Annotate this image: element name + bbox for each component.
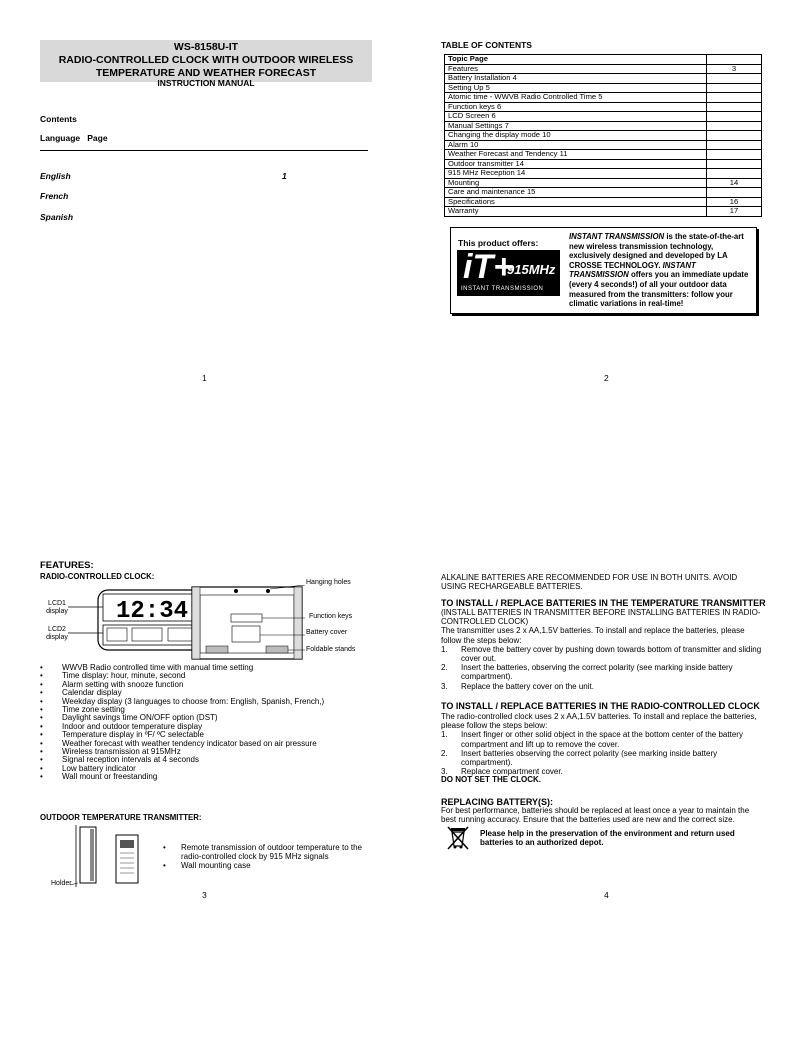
clock-step-text: Insert batteries observing the correct polarity (see marking inside battery compartment). (461, 748, 718, 768)
transmitter-battery-intro: The transmitter uses 2 x AA,1.5V batteries. To install and replace the batteries, please follow the steps below: (441, 626, 745, 645)
toc-topic: Features (445, 64, 707, 74)
toc-topic: LCD Screen 6 (445, 112, 707, 122)
toc-topic: Specifications (445, 197, 707, 207)
toc-page (707, 102, 762, 112)
transmitter-features-list (163, 843, 363, 870)
toc-page (707, 112, 762, 122)
contents-rule (40, 150, 368, 151)
offers-text-1: is the state-of-the-art new wireless transmission technology, exclusively designed and developed by LA CROSSE TECHNOLOGY. (569, 232, 744, 270)
manual-subtitle: INSTRUCTION MANUAL (157, 78, 255, 88)
toc-topic: Function keys 6 (445, 102, 707, 112)
instant-transmission-logo (457, 250, 560, 296)
clock-step: 2. Insert batteries observing the correct polarity (see marking inside battery compartment). (441, 748, 718, 768)
feature-item: • Alarm setting with snooze function (40, 681, 324, 689)
transmitter-side-edge (90, 829, 94, 881)
features-list (40, 664, 324, 782)
toc-page (707, 159, 762, 169)
title-line-2: RADIO-CONTROLLED CLOCK WITH OUTDOOR WIRELESS (58, 54, 354, 66)
transmitter-feature-item: • Wall mounting case (163, 861, 363, 870)
toc-row (445, 74, 762, 84)
transmitter-step: 2. Insert the batteries, observing the correct polarity (see marking inside battery compartment). (441, 663, 733, 682)
language-english-page: 1 (282, 171, 287, 181)
toc-header: Topic Page (445, 55, 707, 65)
language-spanish: Spanish (40, 212, 74, 222)
clock-battery-section (441, 712, 763, 776)
toc-row (445, 131, 762, 141)
transmitter-step: 3. Replace the battery cover on the unit. (441, 681, 594, 691)
product-offers-box (450, 227, 757, 314)
toc-topic: Outdoor transmitter 14 (445, 159, 707, 169)
clock-back-panel (200, 595, 294, 653)
toc-page (707, 150, 762, 160)
replacing-text: For best performance, batteries should be replaced at least once a year to maintain the best running accuracy. Ensure that the batteries used are new and the correct size. (441, 806, 750, 825)
transmitter-step: 1. Remove the battery cover by pushing down towards bottom of transmitter and sliding cover out. (441, 644, 762, 664)
language-french: French (40, 191, 69, 201)
toc-row (445, 169, 762, 179)
bin-lid (451, 828, 465, 831)
model-number: WS-8158U-IT (173, 41, 239, 53)
language-page-label: Language Page (40, 133, 108, 143)
offers-text-2: offers you an immediate update (every 4 seconds!) of all your outdoor data measured from the transmitters: follow your climatic variations in real-time! (569, 270, 749, 309)
function-keys-label: Function keys (309, 613, 353, 620)
foldable-stand (206, 646, 228, 653)
manual-title (40, 40, 372, 82)
offers-brand-1: INSTANT TRANSMISSION (569, 232, 665, 241)
toc-page: 17 (707, 207, 762, 217)
offers-brand-2: INSTANT TRANSMISSION (569, 260, 696, 280)
toc-page (707, 74, 762, 84)
transmitter-battery-heading: TO INSTALL / REPLACE BATTERIES IN THE TEMPERATURE TRANSMITTER (441, 598, 766, 608)
feature-item: • Time zone setting (40, 706, 324, 714)
environment-notice: Please help in the preservation of the environment and return used batteries to an authorized depot. (480, 829, 735, 848)
features-heading: FEATURES: (40, 560, 94, 571)
replacing-heading: REPLACING BATTERY(S): (441, 797, 553, 807)
toc-topic: Mounting (445, 178, 707, 188)
clock-heading: RADIO-CONTROLLED CLOCK: (40, 572, 155, 581)
toc-header-page (707, 55, 762, 65)
toc-topic: Alarm 10 (445, 140, 707, 150)
page-number-3: 3 (202, 890, 207, 900)
transmitter-step-text: Remove the battery cover by pushing down towards bottom of transmitter and sliding cover out. (461, 644, 762, 664)
toc-topic: Care and maintenance 15 (445, 188, 707, 198)
toc-topic: Battery Installation 4 (445, 74, 707, 84)
holder-label: Holder (51, 880, 72, 887)
foldable-stand (266, 646, 288, 653)
battery-cover-label: Battery cover (306, 629, 348, 636)
hanging-hole (266, 589, 270, 593)
feature-item: • Wireless transmission at 915MHz (40, 748, 324, 756)
page-number-1: 1 (202, 373, 207, 383)
hanging-hole (234, 589, 238, 593)
feature-item: • Temperature display in ºF/ ºC selectable (40, 731, 324, 739)
bin-wheel (454, 846, 457, 849)
toc-page: 16 (707, 197, 762, 207)
feature-item: • WWVB Radio controlled time with manual time setting (40, 664, 324, 672)
foldable-stands-label: Foldable stands (306, 646, 356, 653)
offers-description (569, 232, 749, 309)
title-line-3: TEMPERATURE AND WEATHER FORECAST (95, 67, 317, 79)
transmitter-heading: OUTDOOR TEMPERATURE TRANSMITTER: (40, 813, 202, 822)
lcd1-time: 12:34 (115, 598, 189, 625)
toc-page (707, 121, 762, 131)
transmitter-display (120, 840, 134, 848)
feature-item: • Indoor and outdoor temperature display (40, 723, 324, 731)
language-english: English (40, 171, 71, 181)
toc-topic: Manual Settings 7 (445, 121, 707, 131)
feature-item: • Daylight savings time ON/OFF option (DST) (40, 714, 324, 722)
toc-page (707, 140, 762, 150)
toc-page (707, 169, 762, 179)
toc-page (707, 131, 762, 141)
clock-steps (441, 730, 763, 776)
bin-wheel (460, 846, 463, 849)
toc-topic: Weather Forecast and Tendency 11 (445, 150, 707, 160)
toc-topic: 915 MHz Reception 14 (445, 169, 707, 179)
toc-page: 14 (707, 178, 762, 188)
toc-topic: Setting Up 5 (445, 83, 707, 93)
contents-label: Contents (40, 114, 77, 124)
toc-row (445, 188, 762, 198)
toc-header-row (445, 55, 762, 65)
page-number-2: 2 (604, 373, 609, 383)
do-not-set-notice: DO NOT SET THE CLOCK. (441, 775, 541, 784)
toc-page: 3 (707, 64, 762, 74)
lcd2-label: LCD2 display (46, 626, 68, 641)
feature-item: • Time display: hour, minute, second (40, 672, 324, 680)
toc-topic: Changing the display mode 10 (445, 131, 707, 141)
feature-item: • Weather forecast with weather tendency indicator based on air pressure (40, 740, 324, 748)
feature-item: • Weekday display (3 languages to choose from: English, Spanish, French,) (40, 698, 324, 706)
clock-step: 3. Replace compartment cover. (441, 767, 563, 777)
toc-page (707, 188, 762, 198)
hanging-holes-label: Hanging holes (306, 579, 351, 586)
toc-page (707, 93, 762, 103)
clock-back-side (192, 587, 200, 659)
logo-mhz-text: 915MHz (507, 262, 556, 277)
feature-item: • Calendar display (40, 689, 324, 697)
offers-label: This product offers: (458, 238, 539, 248)
feature-item: • Low battery indicator (40, 765, 324, 773)
toc-topic: Warranty (445, 207, 707, 217)
toc-table (444, 54, 762, 217)
clock-battery-heading: TO INSTALL / REPLACE BATTERIES IN THE RADIO-CONTROLLED CLOCK (441, 701, 760, 711)
clock-battery-intro: The radio-controlled clock uses 2 x AA,1.5V batteries. To install and replace the batteries, please follow the steps below: (441, 712, 757, 731)
transmitter-step-text: Replace the battery cover on the unit. (461, 681, 594, 691)
transmitter-diagram (40, 825, 150, 887)
clock-step: 1. Insert finger or other solid object in the space at the bottom center of the battery compartment and lift up to remove the cover. (441, 730, 743, 749)
toc-row (445, 207, 762, 217)
toc-page (707, 83, 762, 93)
page-number-4: 4 (604, 890, 609, 900)
transmitter-step-text: Insert the batteries, observing the correct polarity (see marking inside battery compartment). (461, 663, 733, 682)
toc-topic: Atomic time - WWVB Radio Controlled Time 5 (445, 93, 707, 103)
clock-step-text: Replace compartment cover. (461, 767, 563, 777)
clock-step-text: Insert finger or other solid object in the space at the bottom center of the battery compartment and lift up to remove the cover. (461, 730, 743, 749)
transmitter-feature-item: • Remote transmission of outdoor temperature to the radio-controlled clock by 915 MHz signals (163, 843, 363, 861)
feature-item: • Wall mount or freestanding (40, 773, 324, 781)
logo-small-text: INSTANT TRANSMISSION (461, 286, 544, 292)
alkaline-notice: ALKALINE BATTERIES ARE RECOMMENDED FOR USE IN BOTH UNITS. AVOID USING RECHARGEABLE BATTERIES. (441, 573, 738, 592)
transmitter-battery-note: (INSTALL BATTERIES IN TRANSMITTER BEFORE INSTALLING BATTERIES IN RADIO-CONTROLLED CLOCK) (441, 608, 761, 627)
toc-title: TABLE OF CONTENTS (441, 40, 532, 50)
transmitter-steps (441, 645, 763, 691)
transmitter-battery-section (441, 608, 763, 691)
toc-row (445, 150, 762, 160)
clock-back-side (294, 587, 302, 659)
toc-row (445, 93, 762, 103)
feature-item: • Signal reception intervals at 4 seconds (40, 756, 324, 764)
recycle-bin-icon (447, 826, 469, 850)
toc-row (445, 197, 762, 207)
lcd1-label: LCD1 display (46, 600, 68, 615)
toc-row (445, 112, 762, 122)
clock-diagram (40, 585, 370, 665)
logo-it-text: iT+ (463, 248, 514, 286)
